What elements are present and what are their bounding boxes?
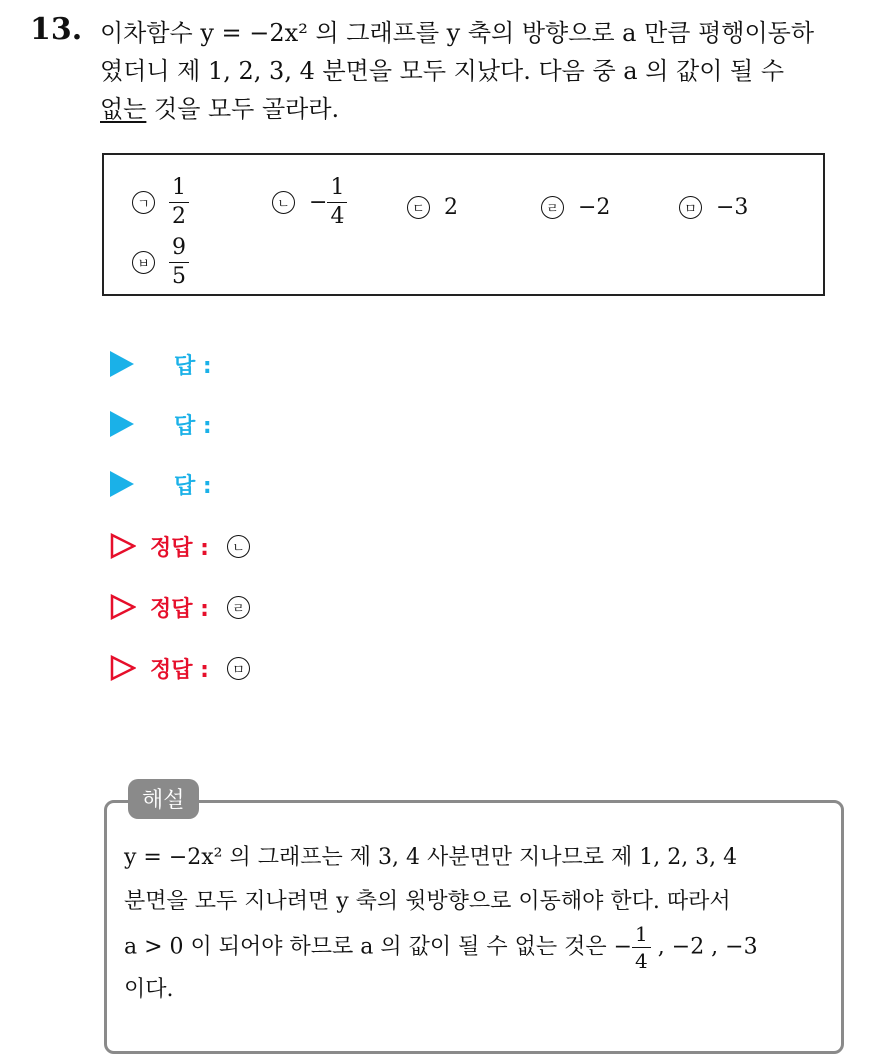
answer-label: 답 :: [174, 473, 212, 499]
choices-box: [102, 153, 825, 296]
choice-5-value: −3: [716, 195, 749, 220]
emphasis-underline: 없는: [100, 95, 147, 123]
answer-label: 답 :: [174, 413, 212, 439]
question-number: 13.: [30, 12, 83, 47]
solution-denominator: 4: [635, 949, 648, 973]
correct-label: 정답 :: [150, 596, 209, 622]
solution-line-3-pre: a > 0 이 되어야 하므로 a 의 값이 될 수 없는 것은 −: [124, 934, 633, 960]
correct-row-2: [110, 587, 250, 627]
correct-label: 정답 :: [150, 657, 209, 683]
correct-label: 정답 :: [150, 535, 209, 561]
answer-row-3[interactable]: [110, 464, 212, 504]
choice-4[interactable]: [541, 195, 610, 220]
solution-line-1: y = −2x² 의 그래프는 제 3, 4 사분면만 지나므로 제 1, 2, 3, 4: [124, 845, 738, 870]
correct-row-1: [110, 526, 250, 566]
outline-arrow-icon: [110, 533, 136, 559]
choice-1-symbol: ㄱ: [132, 191, 155, 214]
choice-2-sign: −: [309, 190, 328, 215]
choice-2-symbol: ㄴ: [272, 191, 295, 214]
choice-5-symbol: ㅁ: [679, 196, 702, 219]
choice-2-fraction: [327, 177, 347, 228]
choice-5[interactable]: [679, 195, 748, 220]
answer-label: 답 :: [174, 353, 212, 379]
choice-1-numerator: 1: [169, 177, 189, 203]
question-line-3-rest: 것을 모두 골라라.: [146, 95, 340, 123]
correct-answer-symbol: ㄹ: [227, 596, 250, 619]
arrow-icon: [110, 411, 134, 437]
question-line-2: 였더니 제 1, 2, 3, 4 분면을 모두 지났다. 다음 중 a 의 값이 될 수: [100, 57, 785, 85]
choice-6-fraction: [169, 237, 189, 288]
arrow-icon: [110, 351, 134, 377]
choice-3[interactable]: [407, 195, 458, 220]
answer-row-2[interactable]: [110, 404, 212, 444]
solution-line-3-post: , −2 , −3: [650, 934, 758, 960]
correct-answer-symbol: ㅁ: [227, 657, 250, 680]
choice-4-value: −2: [578, 195, 611, 220]
solution-line-4: 이다.: [124, 977, 174, 1002]
correct-row-3: [110, 648, 250, 688]
solution-line-2: 분면을 모두 지나려면 y 축의 윗방향으로 이동해야 한다. 따라서: [124, 889, 731, 914]
outline-arrow-icon: [110, 655, 136, 681]
choice-1-denominator: 2: [172, 204, 186, 229]
choice-2-numerator: 1: [327, 177, 347, 203]
choice-6[interactable]: [132, 237, 189, 288]
choice-3-value: 2: [444, 195, 458, 220]
choice-4-symbol: ㄹ: [541, 196, 564, 219]
arrow-icon: [110, 471, 134, 497]
question-text: [100, 14, 870, 128]
choice-6-symbol: ㅂ: [132, 251, 155, 274]
choice-6-denominator: 5: [172, 264, 186, 289]
choice-2-denominator: 4: [330, 204, 345, 229]
question-line-3: [100, 90, 870, 128]
solution-numerator: 1: [632, 924, 651, 948]
choice-1-fraction: [169, 177, 189, 228]
correct-answer-symbol: ㄴ: [227, 535, 250, 558]
solution-fraction: [632, 924, 651, 971]
question-line-1: 이차함수 y = −2x² 의 그래프를 y 축의 방향으로 a 만큼 평행이동하: [100, 19, 815, 47]
solution-text: [124, 836, 834, 1012]
choice-1[interactable]: [132, 177, 189, 228]
choice-3-symbol: ㄷ: [407, 196, 430, 219]
outline-arrow-icon: [110, 594, 136, 620]
choice-2[interactable]: [272, 177, 347, 228]
solution-tag: 해설: [128, 779, 199, 819]
choice-6-numerator: 9: [169, 237, 189, 263]
solution-line-3: [124, 922, 834, 973]
answer-row-1[interactable]: [110, 344, 212, 384]
